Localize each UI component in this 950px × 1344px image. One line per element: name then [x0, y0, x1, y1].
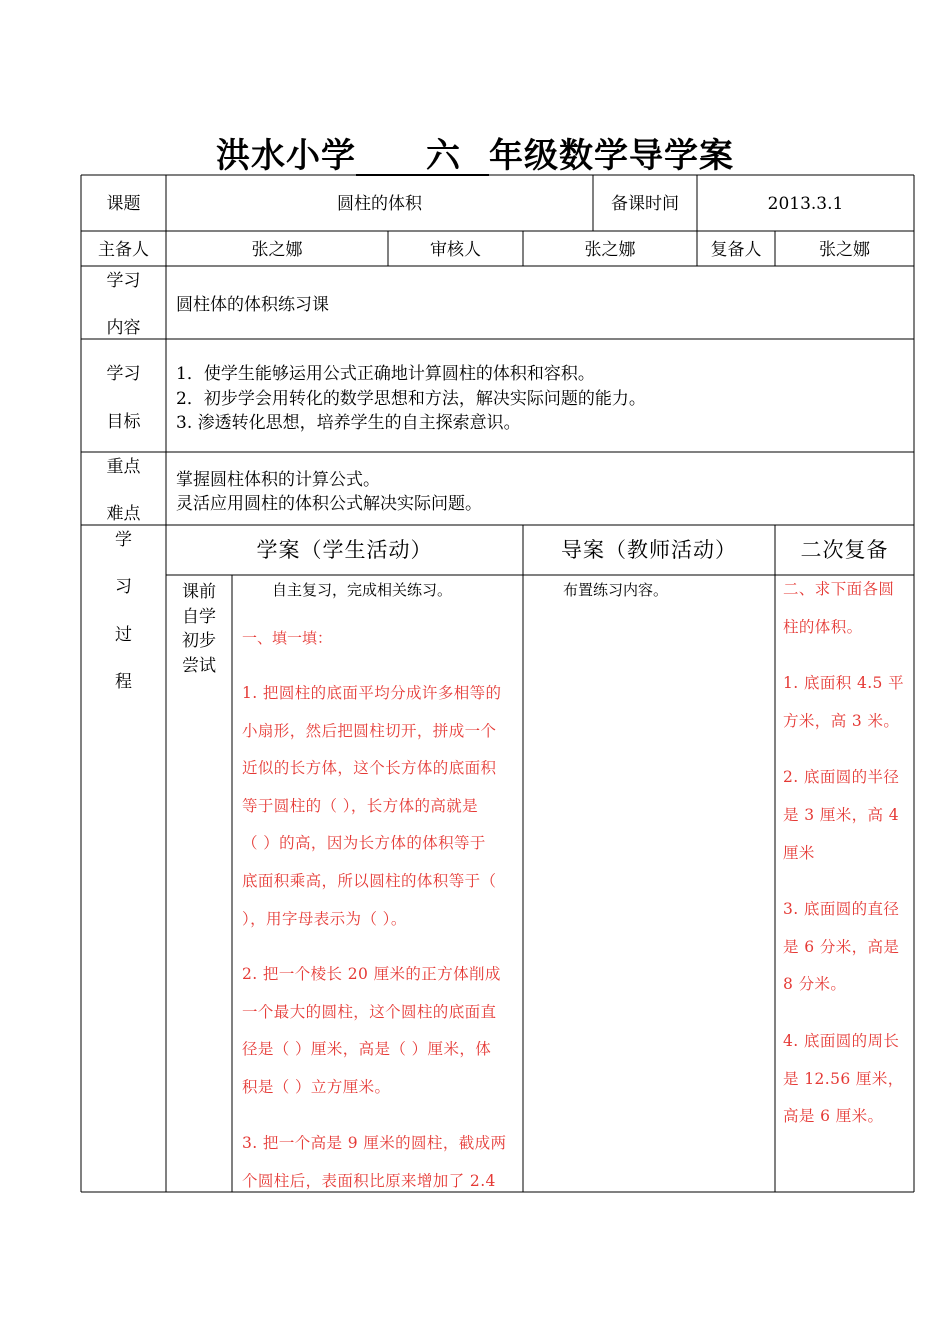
goals-label-2: 目标	[106, 412, 141, 432]
question-3: 3. 把一个高是 9 厘米的圆柱，截成两 个圆柱后，表面积比原来增加了 2.4	[242, 1134, 507, 1190]
prep-time-label: 备课时间	[611, 194, 679, 214]
goals-label-1: 学习	[106, 364, 141, 384]
section-title: 一、填一填：	[242, 629, 333, 647]
question-1: 1. 把圆柱的底面平均分成许多相等的 小扇形，然后把圆柱切开，拼成一个 近似的长方体，这个长方体的底面积 等于圆柱的（ ），长方体的高就是 （ ）的高，因为长方体的体积等于 底面积乘高，所以圆柱的体积等于（ ），用字母表示为（ ）。	[242, 684, 502, 928]
goal-item: 1．使学生能够运用公式正确地计算圆柱的体积和容积。	[176, 364, 595, 384]
student-activity-header: 学案（学生活动）	[256, 538, 433, 562]
page-title	[0, 128, 950, 177]
goals-list	[176, 362, 646, 436]
process-label-char: 过	[115, 625, 132, 645]
topic-value: 圆柱的体积	[337, 194, 422, 214]
process-label-char: 程	[115, 672, 132, 692]
secondary-preparer-label: 复备人	[710, 240, 762, 260]
teacher-text: 布置练习内容。	[563, 581, 669, 599]
content-text: 圆柱体的体积练习课	[176, 295, 329, 315]
process-label-char: 学	[115, 530, 132, 550]
focus-item: 灵活应用圆柱的体积公式解决实际问题。	[176, 494, 482, 514]
topic-label: 课题	[106, 194, 141, 214]
focus-label-1: 重点	[106, 457, 141, 477]
goal-item: 3. 渗透转化思想，培养学生的自主探索意识。	[176, 413, 521, 433]
title-suffix: 年级数学导学案	[489, 136, 734, 176]
focus-label-2: 难点	[106, 504, 141, 524]
second-prep-content: 二、求下面各圆 柱的体积。 1. 底面积 4.5 平 方米，高 3 米。 2. 底面圆的半径 是 3 厘米，高 4 厘米 3. 底面圆的直径 是 6 分米，高是 8 分米。 4. 底面圆的周长 是 12.56 厘米， 高是 6 厘米。	[783, 580, 905, 1126]
title-grade: 六	[356, 138, 489, 176]
secondary-preparer-value: 张之娜	[819, 240, 870, 260]
content-label-2: 内容	[106, 318, 141, 338]
focus-list	[176, 468, 482, 516]
reviewer-value: 张之娜	[584, 240, 636, 260]
prep-time-value: 2013.3.1	[767, 194, 844, 214]
teacher-activity-header: 导案（教师活动）	[561, 538, 737, 562]
goal-item: 2．初步学会用转化的数学思想和方法，解决实际问题的能力。	[176, 388, 646, 409]
focus-item: 掌握圆柱体积的计算公式。	[176, 470, 380, 490]
process-label-char: 习	[115, 577, 132, 597]
question-2: 2. 把一个棱长 20 厘米的正方体削成 一个最大的圆柱，这个圆柱的底面直 径是（ ）厘米，高是（ ）厘米，体 积是（ ）立方厘米。	[242, 965, 501, 1096]
second-prep-header: 二次复备	[800, 538, 889, 562]
title-prefix: 洪水小学	[216, 136, 356, 176]
main-preparer-label: 主备人	[98, 240, 149, 260]
stage-label: 课前 自学 初步 尝试	[182, 582, 216, 676]
main-preparer-value: 张之娜	[251, 240, 303, 260]
reviewer-label: 审核人	[430, 240, 481, 260]
student-intro: 自主复习，完成相关练习。	[272, 581, 453, 599]
content-label-1: 学习	[106, 271, 141, 291]
